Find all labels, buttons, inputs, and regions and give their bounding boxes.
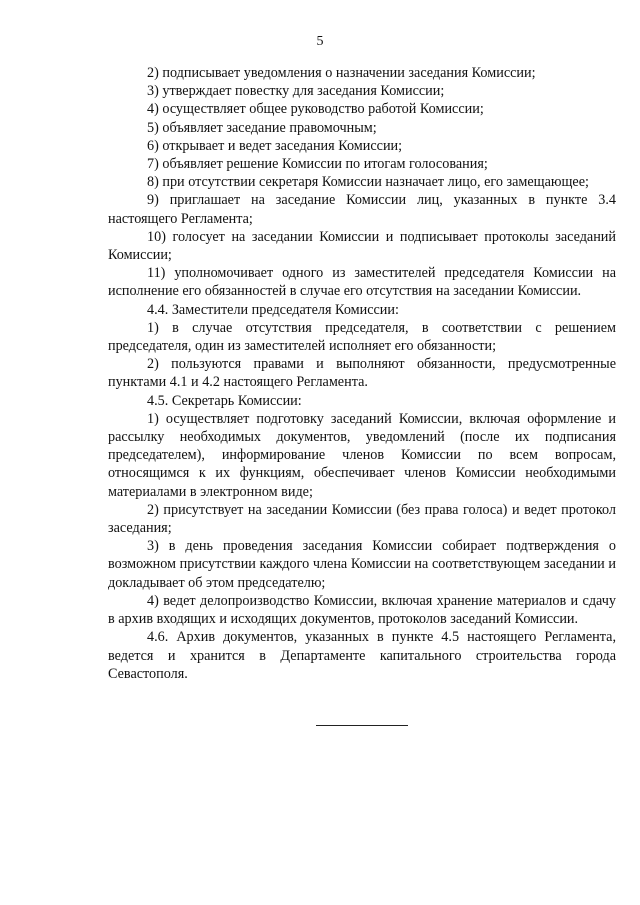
- paragraph: 3) утверждает повестку для заседания Комиссии;: [147, 83, 445, 100]
- document-body: [108, 64, 616, 683]
- paragraph: 7) объявляет решение Комиссии по итогам голосования;: [147, 156, 488, 173]
- paragraph: 10) голосует на заседании Комиссии и подписывает протоколы заседаний Комиссии;: [108, 228, 616, 264]
- paragraph: 4.6. Архив документов, указанных в пункте 4.5 настоящего Регламента, ведется и хранится в Департаменте капитального строительства города Севастополя.: [108, 629, 616, 682]
- paragraph: 5) объявляет заседание правомочным;: [147, 119, 377, 136]
- paragraph: 9) приглашает на заседание Комиссии лиц, указанных в пункте 3.4 настоящего Регламента;: [108, 192, 616, 227]
- paragraph: 1) в случае отсутствия председателя, в соответствии с решением председателя, один из заместителей исполняет его обязанности;: [108, 319, 616, 355]
- paragraph: 6) открывает и ведет заседания Комиссии;: [147, 137, 403, 154]
- paragraph: 11) уполномочивает одного из заместителей председателя Комиссии на исполнение его обязанностей в случае его отсутствия на заседании Комиссии.: [108, 265, 616, 300]
- paragraph: 3) в день проведения заседания Комиссии собирает подтверждения о возможном присутствии каждого члена Комиссии на соответствующем заседании и докладывает об этом председателю;: [108, 538, 616, 591]
- paragraph: 1) осуществляет подготовку заседаний Комиссии, включая оформление и рассылку необходимых документов, уведомлений (после их подписания председателем), информирование членов Комиссии по всем вопросам, относящимся к их функциям, обеспечивает членов Комиссии необходимыми материалами в электронном виде;: [108, 410, 616, 500]
- paragraph: 8) при отсутствии секретаря Комиссии назначает лицо, его замещающее;: [147, 174, 589, 191]
- paragraph: 4) ведет делопроизводство Комиссии, включая хранение материалов и сдачу в архив входящих и исходящих документов, протоколов заседаний Комиссии.: [108, 592, 616, 628]
- paragraph: 2) присутствует на заседании Комиссии (без права голоса) и ведет протокол заседания;: [108, 501, 616, 537]
- section-heading: 4.5. Секретарь Комиссии:: [147, 392, 302, 409]
- paragraph: 2) пользуются правами и выполняют обязанности, предусмотренные пунктами 4.1 и 4.2 настоящего Регламента.: [108, 356, 616, 391]
- end-divider-line: [316, 725, 408, 726]
- page-number: 5: [316, 34, 324, 49]
- paragraph: 2) подписывает уведомления о назначении заседания Комиссии;: [147, 65, 536, 81]
- paragraph: 4) осуществляет общее руководство работой Комиссии;: [147, 101, 484, 118]
- section-heading: 4.4. Заместители председателя Комиссии:: [147, 301, 399, 318]
